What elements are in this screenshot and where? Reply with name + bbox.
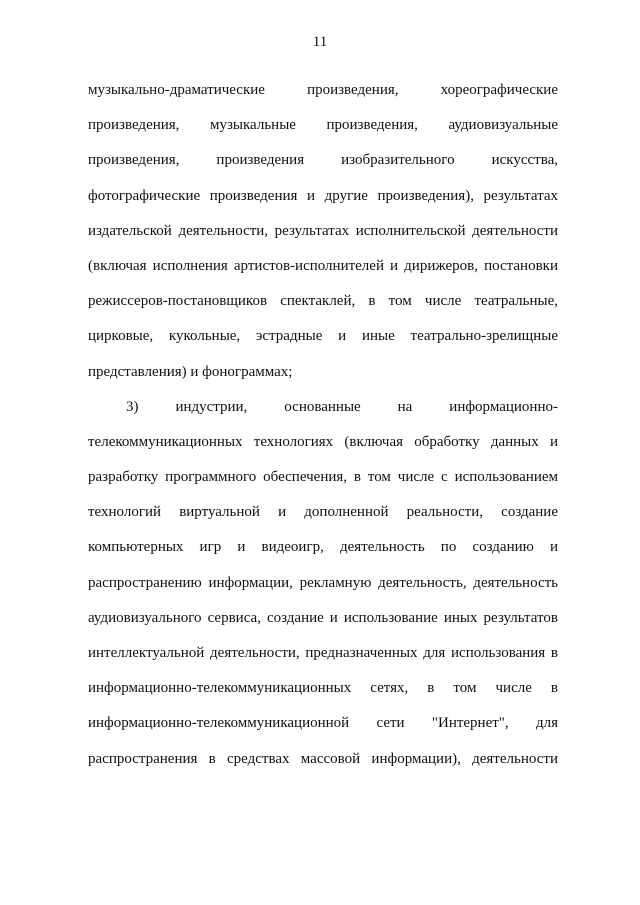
text-line: интеллектуальной деятельности, предназначенных для использования в: [88, 645, 558, 661]
document-body: [88, 73, 558, 777]
text-line: технологий виртуальной и дополненной реальности, создание: [88, 504, 558, 521]
text-line: компьютерных игр и видеоигр, деятельность по созданию и: [88, 539, 558, 556]
text-line: фотографические произведения и другие произведения), результатах: [88, 187, 558, 204]
text-line: информационно-телекоммуникационных сетях, в том числе в: [88, 680, 558, 697]
text-line: телекоммуникационных технологиях (включая обработку данных и: [88, 433, 558, 450]
text-line: распространения в средствах массовой информации), деятельности: [88, 750, 558, 767]
text-line: распространению информации, рекламную деятельность, деятельность: [88, 574, 558, 591]
text-line: цирковые, кукольные, эстрадные и иные театрально-зрелищные: [88, 328, 558, 345]
text-line: разработку программного обеспечения, в том числе с использованием: [88, 469, 558, 486]
text-line: издательской деятельности, результатах исполнительской деятельности: [88, 222, 558, 239]
text-line: произведения, музыкальные произведения, аудиовизуальные: [88, 117, 558, 134]
text-line: 3) индустрии, основанные на информационно-: [126, 398, 558, 415]
text-line: (включая исполнения артистов-исполнителей и дирижеров, постановки: [88, 257, 558, 274]
text-line: аудиовизуального сервиса, создание и использование иных результатов: [88, 609, 558, 626]
text-line: информационно-телекоммуникационной сети "Интернет", для: [88, 715, 558, 732]
text-line: музыкально-драматические произведения, хореографические: [88, 82, 558, 98]
text-line: представления) и фонограммах;: [88, 363, 293, 380]
text-line: режиссеров-постановщиков спектаклей, в том числе театральные,: [88, 293, 558, 310]
text-line: произведения, произведения изобразительного искусства,: [88, 152, 558, 169]
page-number: 11: [312, 34, 328, 50]
